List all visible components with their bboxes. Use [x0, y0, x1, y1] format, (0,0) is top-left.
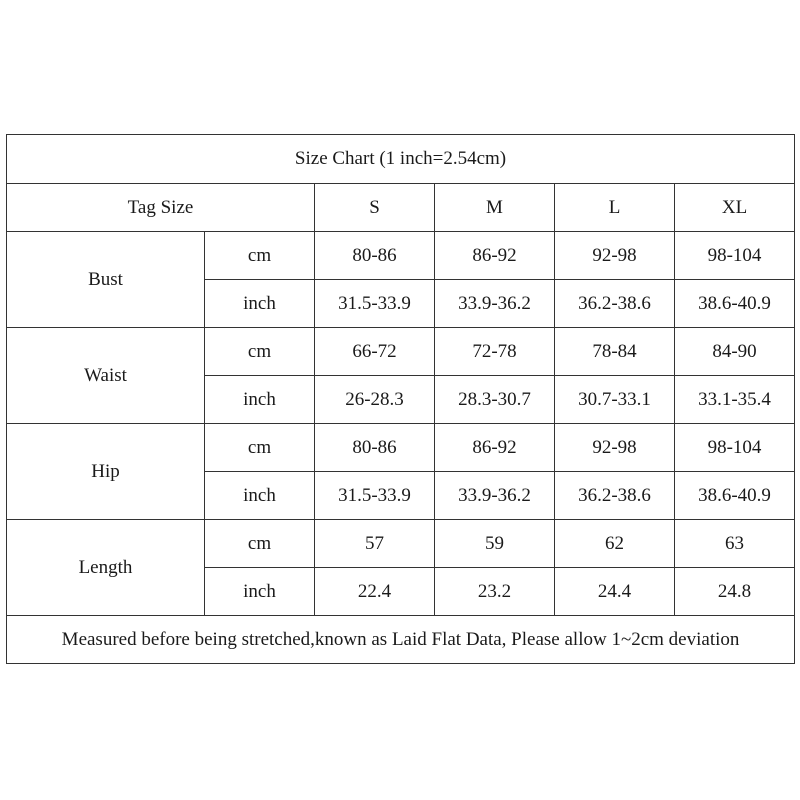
value-cell: 24.4 — [555, 568, 675, 616]
value-cell: 80-86 — [315, 232, 435, 280]
value-cell: 36.2-38.6 — [555, 280, 675, 328]
title-row — [7, 135, 795, 184]
measurement-label-length: Length — [7, 520, 205, 616]
value-cell: 24.8 — [675, 568, 795, 616]
value-cell: 31.5-33.9 — [315, 280, 435, 328]
tag-size-header: Tag Size — [7, 184, 315, 232]
size-chart-table — [6, 134, 795, 664]
value-cell: 26-28.3 — [315, 376, 435, 424]
measurement-label-bust: Bust — [7, 232, 205, 328]
table-row — [7, 232, 795, 280]
unit-label: inch — [205, 376, 315, 424]
value-cell: 57 — [315, 520, 435, 568]
size-header-l: L — [555, 184, 675, 232]
value-cell: 33.1-35.4 — [675, 376, 795, 424]
value-cell: 33.9-36.2 — [435, 280, 555, 328]
size-header-m: M — [435, 184, 555, 232]
value-cell: 30.7-33.1 — [555, 376, 675, 424]
value-cell: 31.5-33.9 — [315, 472, 435, 520]
unit-label: inch — [205, 472, 315, 520]
value-cell: 38.6-40.9 — [675, 280, 795, 328]
value-cell: 92-98 — [555, 232, 675, 280]
unit-label: cm — [205, 520, 315, 568]
size-header-s: S — [315, 184, 435, 232]
size-header-xl: XL — [675, 184, 795, 232]
value-cell: 23.2 — [435, 568, 555, 616]
value-cell: 63 — [675, 520, 795, 568]
unit-label: inch — [205, 568, 315, 616]
unit-label: cm — [205, 424, 315, 472]
value-cell: 86-92 — [435, 424, 555, 472]
footer-note: Measured before being stretched,known as Laid Flat Data, Please allow 1~2cm deviation — [7, 616, 795, 664]
value-cell: 62 — [555, 520, 675, 568]
footer-row — [7, 616, 795, 664]
value-cell: 80-86 — [315, 424, 435, 472]
value-cell: 33.9-36.2 — [435, 472, 555, 520]
unit-label: cm — [205, 232, 315, 280]
value-cell: 78-84 — [555, 328, 675, 376]
table-row — [7, 328, 795, 376]
header-row — [7, 184, 795, 232]
value-cell: 98-104 — [675, 232, 795, 280]
unit-label: inch — [205, 280, 315, 328]
measurement-label-hip: Hip — [7, 424, 205, 520]
value-cell: 72-78 — [435, 328, 555, 376]
value-cell: 22.4 — [315, 568, 435, 616]
table-row — [7, 520, 795, 568]
measurement-label-waist: Waist — [7, 328, 205, 424]
table-title: Size Chart (1 inch=2.54cm) — [7, 135, 795, 184]
value-cell: 59 — [435, 520, 555, 568]
value-cell: 98-104 — [675, 424, 795, 472]
value-cell: 66-72 — [315, 328, 435, 376]
value-cell: 36.2-38.6 — [555, 472, 675, 520]
unit-label: cm — [205, 328, 315, 376]
value-cell: 84-90 — [675, 328, 795, 376]
value-cell: 38.6-40.9 — [675, 472, 795, 520]
value-cell: 28.3-30.7 — [435, 376, 555, 424]
value-cell: 86-92 — [435, 232, 555, 280]
table-row — [7, 424, 795, 472]
value-cell: 92-98 — [555, 424, 675, 472]
